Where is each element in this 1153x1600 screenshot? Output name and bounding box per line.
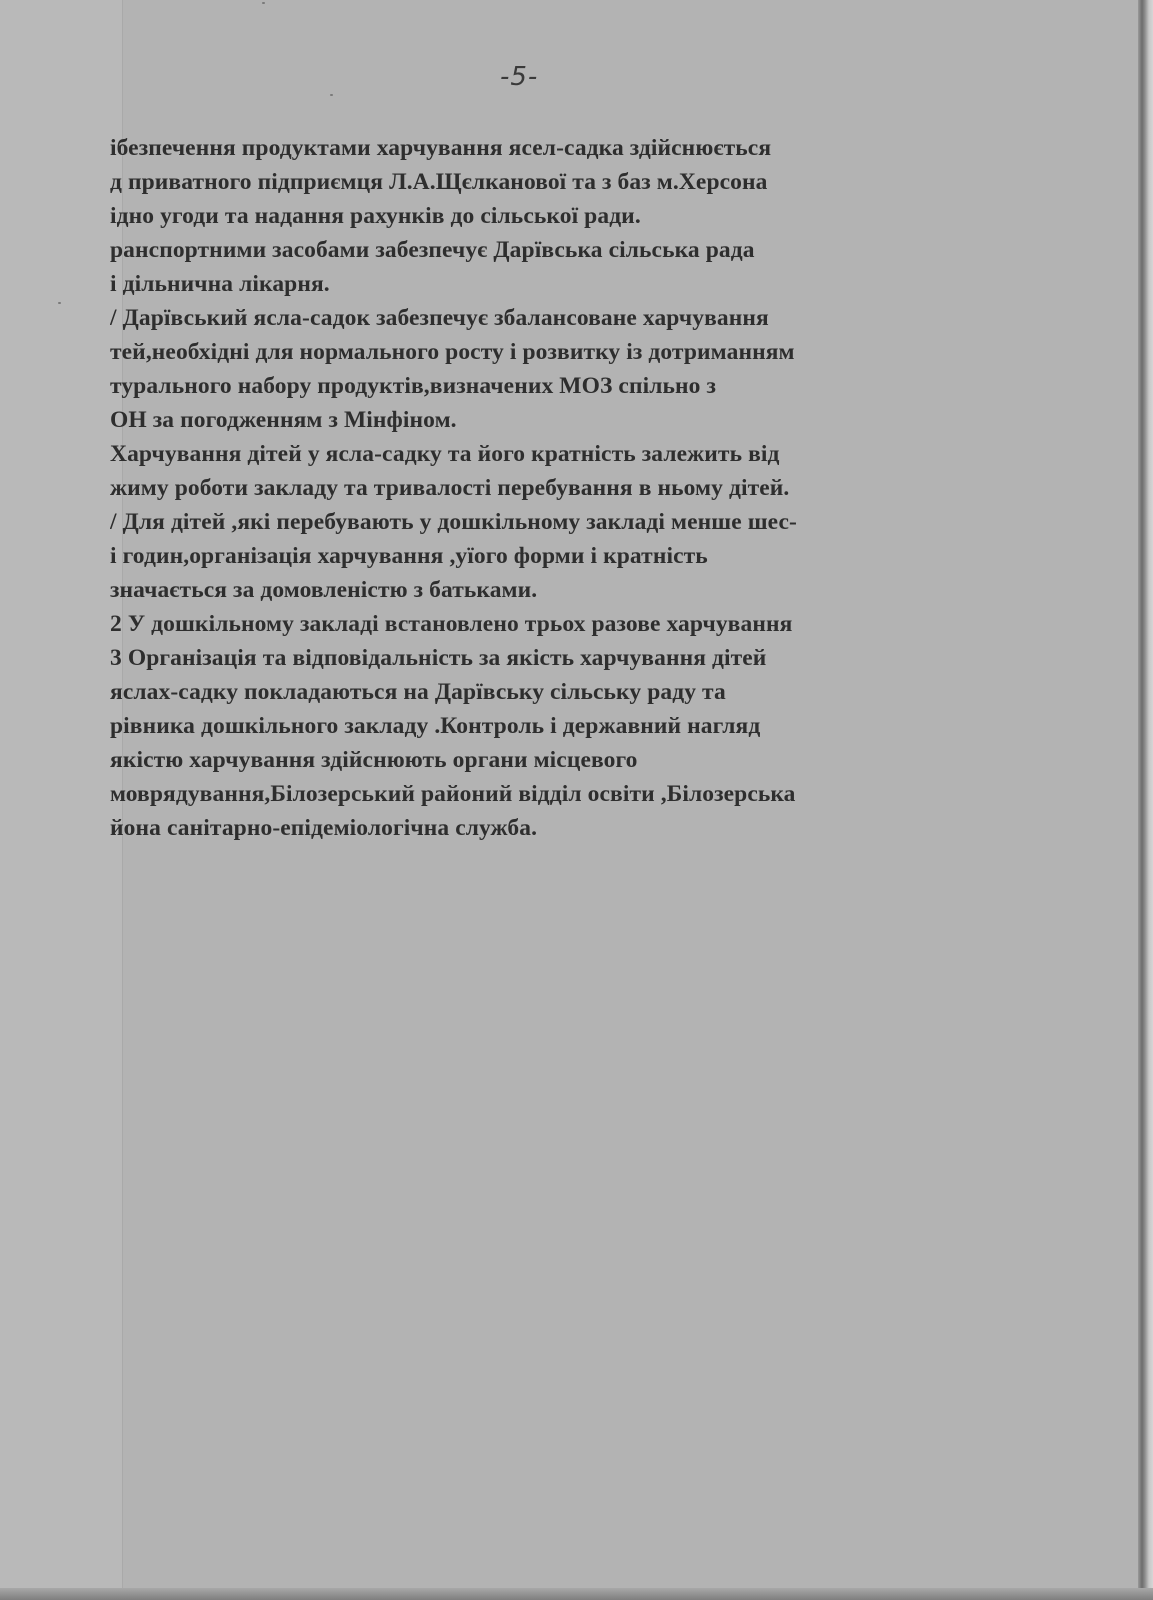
text-line: моврядування,Білозерський районий відділ освіти ,Білозерська [110,781,796,807]
scan-speck [262,2,265,4]
text-line: рівника дошкільного закладу .Контроль і державний нагляд [110,713,761,739]
scan-speck [330,94,333,96]
text-line: Харчування дітей у ясла-садку та його кратність залежить від [110,441,780,467]
page-number: -5- [500,62,539,92]
page-right-edge [1138,0,1153,1600]
text-line: значається за домовленістю з батьками. [110,577,538,603]
text-line: ідно угоди та надання рахунків до сільської ради. [110,203,641,229]
text-line: турального набору продуктів,визначених МОЗ спільно з [110,373,717,399]
text-line: / Дарївський ясла-садок забезпечує збалансоване харчування [110,305,769,331]
text-line: тей,необхідні для нормального росту і розвитку із дотриманням [110,339,795,365]
text-line: і дільнична лікарня. [110,271,330,297]
text-line: ібезпечення продуктами харчування ясел-садка здійснюється [110,135,772,161]
text-line: 3 Організація та відповідальність за якість харчування дітей [110,645,767,671]
text-line: ранспортними засобами забезпечує Дарївська сільська рада [110,237,755,263]
text-line: яслах-садку покладаються на Дарївську сільську раду та [110,679,726,705]
text-line: ОН за погодженням з Мінфіном. [110,407,457,433]
text-line: якістю харчування здійснюють органи місцевого [110,747,638,773]
page-bottom-edge [0,1588,1153,1600]
text-line: д приватного підприємця Л.А.Щєлканової та з баз м.Херсона [110,169,768,195]
text-line: / Для дітей ,які перебувають у дошкільному закладі менше шес- [110,509,797,535]
text-line: і годин,організація харчування ,уїого форми і кратність [110,543,708,569]
text-line: йона санітарно-епідеміологічна служба. [110,815,538,841]
adjacent-page-strip [0,0,123,1600]
text-line: жиму роботи закладу та тривалості перебування в ньому дітей. [110,475,790,501]
body-text [110,131,1010,845]
text-line: 2 У дошкільному закладі встановлено трьох разове харчування [110,611,793,637]
scan-speck [58,302,61,304]
